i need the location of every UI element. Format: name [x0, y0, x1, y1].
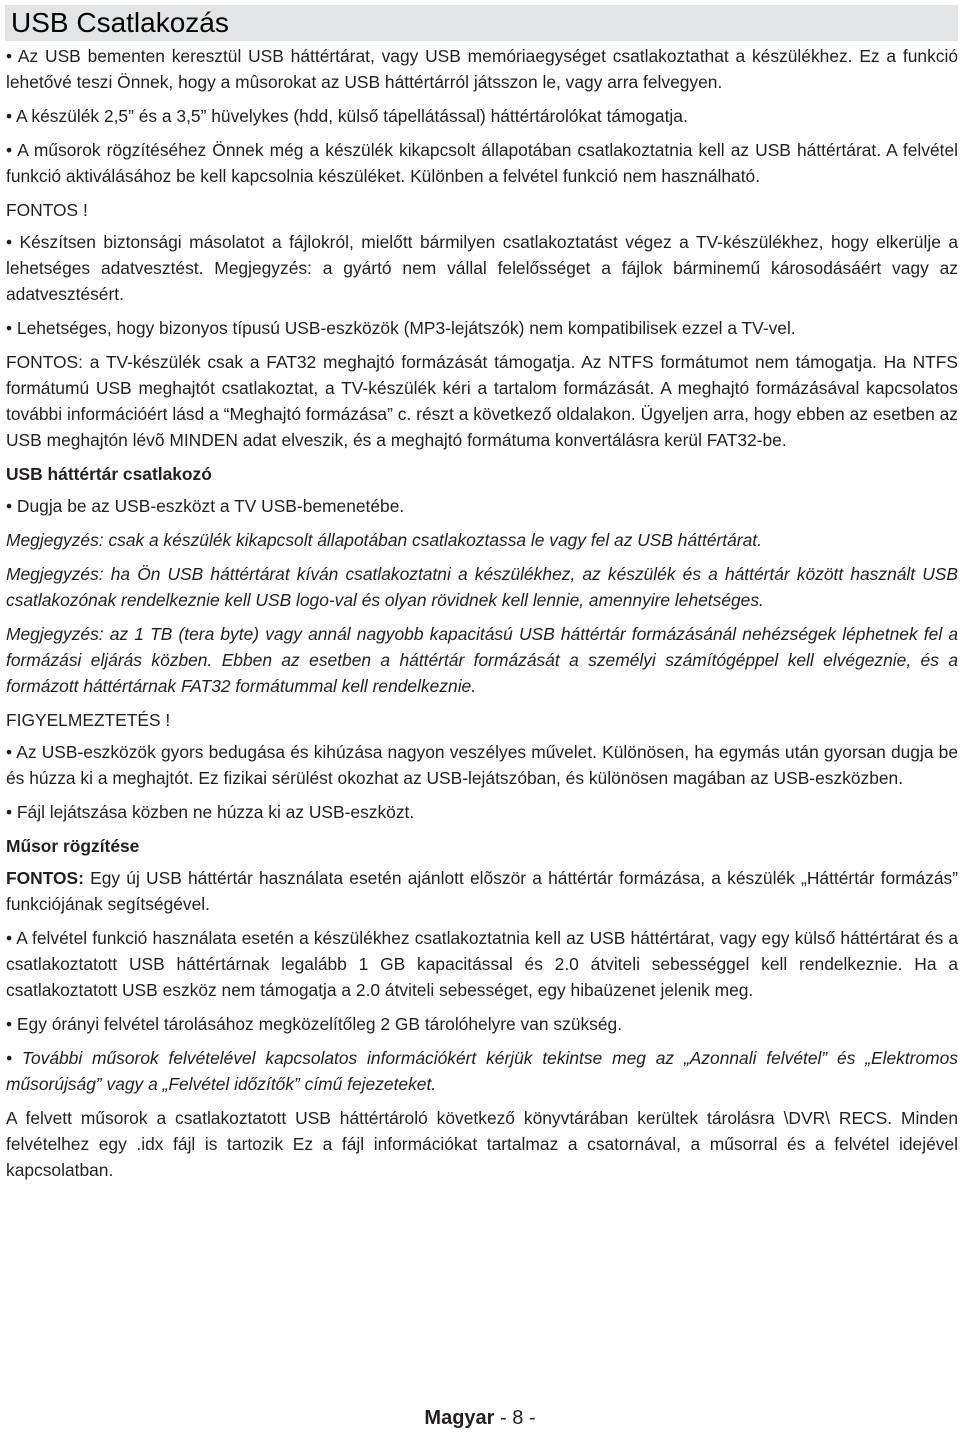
paragraph-storage-per-hour: • Egy órányi felvétel tárolásához megközelítőleg 2 GB tárolóhelyre van szükség. — [6, 1014, 623, 1034]
paragraph-do-not-remove: • Fájl lejátszása közben ne húzza ki az USB-eszközt. — [6, 802, 415, 822]
heading-warning: FIGYELMEZTETÉS ! — [6, 710, 171, 730]
section-title-bar — [5, 5, 958, 41]
format-first-text: Egy új USB háttértár használata esetén ajánlott elõször a háttértár formázása, a készülék „Háttértár formázás” funkciójának segítségével. — [6, 868, 958, 914]
heading-recording: Műsor rögzítése — [6, 836, 140, 856]
paragraph-usb-intro: • Az USB bementen keresztül USB háttértárat, vagy USB memóriaegységet csatlakoztathat a készülékhez. Ez a funkció lehetővé teszi Önnek, hogy a mûsorokat az USB háttértárról játsszon le, vagy arra felvegyen. — [6, 46, 958, 92]
paragraph-recording-requirement: • A műsorok rögzítéséhez Önnek még a készülék kikapcsolt állapotában csatlakoztatnia kell az USB háttértárat. A felvétel funkció aktiválásához be kell kapcsolnia készüléket. Különben a felvétel funkció nem használható. — [6, 140, 958, 186]
paragraph-fat32-note: FONTOS: a TV-készülék csak a FAT32 meghajtó formázását támogatja. Az NTFS formátumot nem támogatja. Ha NTFS formátumú USB meghajtót csatlakoztat, a TV-készülék kéri a tartalom formázását. A meghajtó formázásával kapcsolatos további információért lásd a “Meghajtó formázása” c. részt a következő oldalakon. Ügyeljen arra, hogy ebben az esetben az USB meghajtón lévõ MINDEN adat elveszik, és a meghajtó formátuma konvertálásra kerül FAT32-be. — [6, 352, 958, 450]
paragraph-compatibility: • Lehetséges, hogy bizonyos típusú USB-eszközök (MP3-lejátszók) nem kompatibilisek ezzel a TV-vel. — [6, 318, 796, 338]
paragraph-plug-in: • Dugja be az USB-eszközt a TV USB-bemenetébe. — [6, 496, 405, 516]
paragraph-supported-drives: • A készülék 2,5” és a 3,5” hüvelykes (hdd, külső tápellátással) háttértárolókat támogatja. — [6, 106, 688, 126]
note-large-drives: Megjegyzés: az 1 TB (tera byte) vagy annál nagyobb kapacitású USB háttértár formázásánál nehézségek léphetnek fel a formázási eljárás közben. Ebben az esetben a háttértár formázását a személyi számítógéppel kell elvégeznie, és a formázott háttértárnak FAT32 formátummal kell rendelkeznie. — [6, 624, 958, 696]
paragraph-more-info: • További műsorok felvételével kapcsolatos információkért kérjük tekintse meg az „Azonnali felvétel” és „Elektromos műsorújság” vagy a „Felvétel időzítők” című fejezeteket. — [6, 1048, 958, 1094]
section-title: USB Csatlakozás — [11, 7, 229, 38]
footer-language: Magyar — [424, 1407, 495, 1429]
footer-page-number: - 8 - — [500, 1407, 536, 1429]
page-content — [6, 43, 958, 1191]
note-usb-cable: Megjegyzés: ha Ön USB háttértárat kíván csatlakoztatni a készülékhez, az készülék és a háttértár között használt USB csatlakozónak rendelkeznie kell USB logo-val és olyan rövidnek kell lennie, amennyire lehetséges. — [6, 564, 958, 610]
important-label: FONTOS: — [6, 868, 84, 888]
page-footer — [0, 1405, 960, 1431]
paragraph-recordings-folder: A felvett műsorok a csatlakoztatott USB háttértároló következő könyvtárában kerültek tárolásra \DVR\ RECS. Minden felvételhez egy .idx fájl is tartozik Ez a fájl információkat tartalmaz a csatornával, a műsorral és a felvétel idejével kapcsolatban. — [6, 1108, 958, 1180]
paragraph-recording-speed: • A felvétel funkció használata esetén a készülékhez csatlakoztatnia kell az USB háttértárat, vagy egy külső háttértárat és a csatlakoztatott USB háttértárnak legalább 1 GB kapacitással és 2.0 átviteli sebességgel kell rendelkeznie. Ha a csatlakoztatott USB eszköz nem támogatja a 2.0 átviteli sebességet, egy hibaüzenet jelenik meg. — [6, 928, 958, 1000]
paragraph-hot-plug-warning: • Az USB-eszközök gyors bedugása és kihúzása nagyon veszélyes művelet. Különösen, ha egymás után gyorsan dugja be és húzza ki a meghajtót. Ez fizikai sérülést okozhat az USB-lejátszóban, és különösen magában az USB-eszközben. — [6, 742, 958, 788]
heading-usb-connector: USB háttértár csatlakozó — [6, 464, 212, 484]
note-connect-when-off: Megjegyzés: csak a készülék kikapcsolt állapotában csatlakoztassa le vagy fel az USB háttértárat. — [6, 530, 762, 550]
heading-important: FONTOS ! — [6, 200, 88, 220]
paragraph-backup-note: • Készítsen biztonsági másolatot a fájlokról, mielőtt bármilyen csatlakoztatást végez a TV-készülékhez, hogy elkerülje a lehetséges adatvesztést. Megjegyzés: a gyártó nem vállal felelősséget a fájlok bárminemű károsodásáért vagy az adatvesztésért. — [6, 232, 958, 304]
paragraph-format-first — [6, 865, 958, 917]
